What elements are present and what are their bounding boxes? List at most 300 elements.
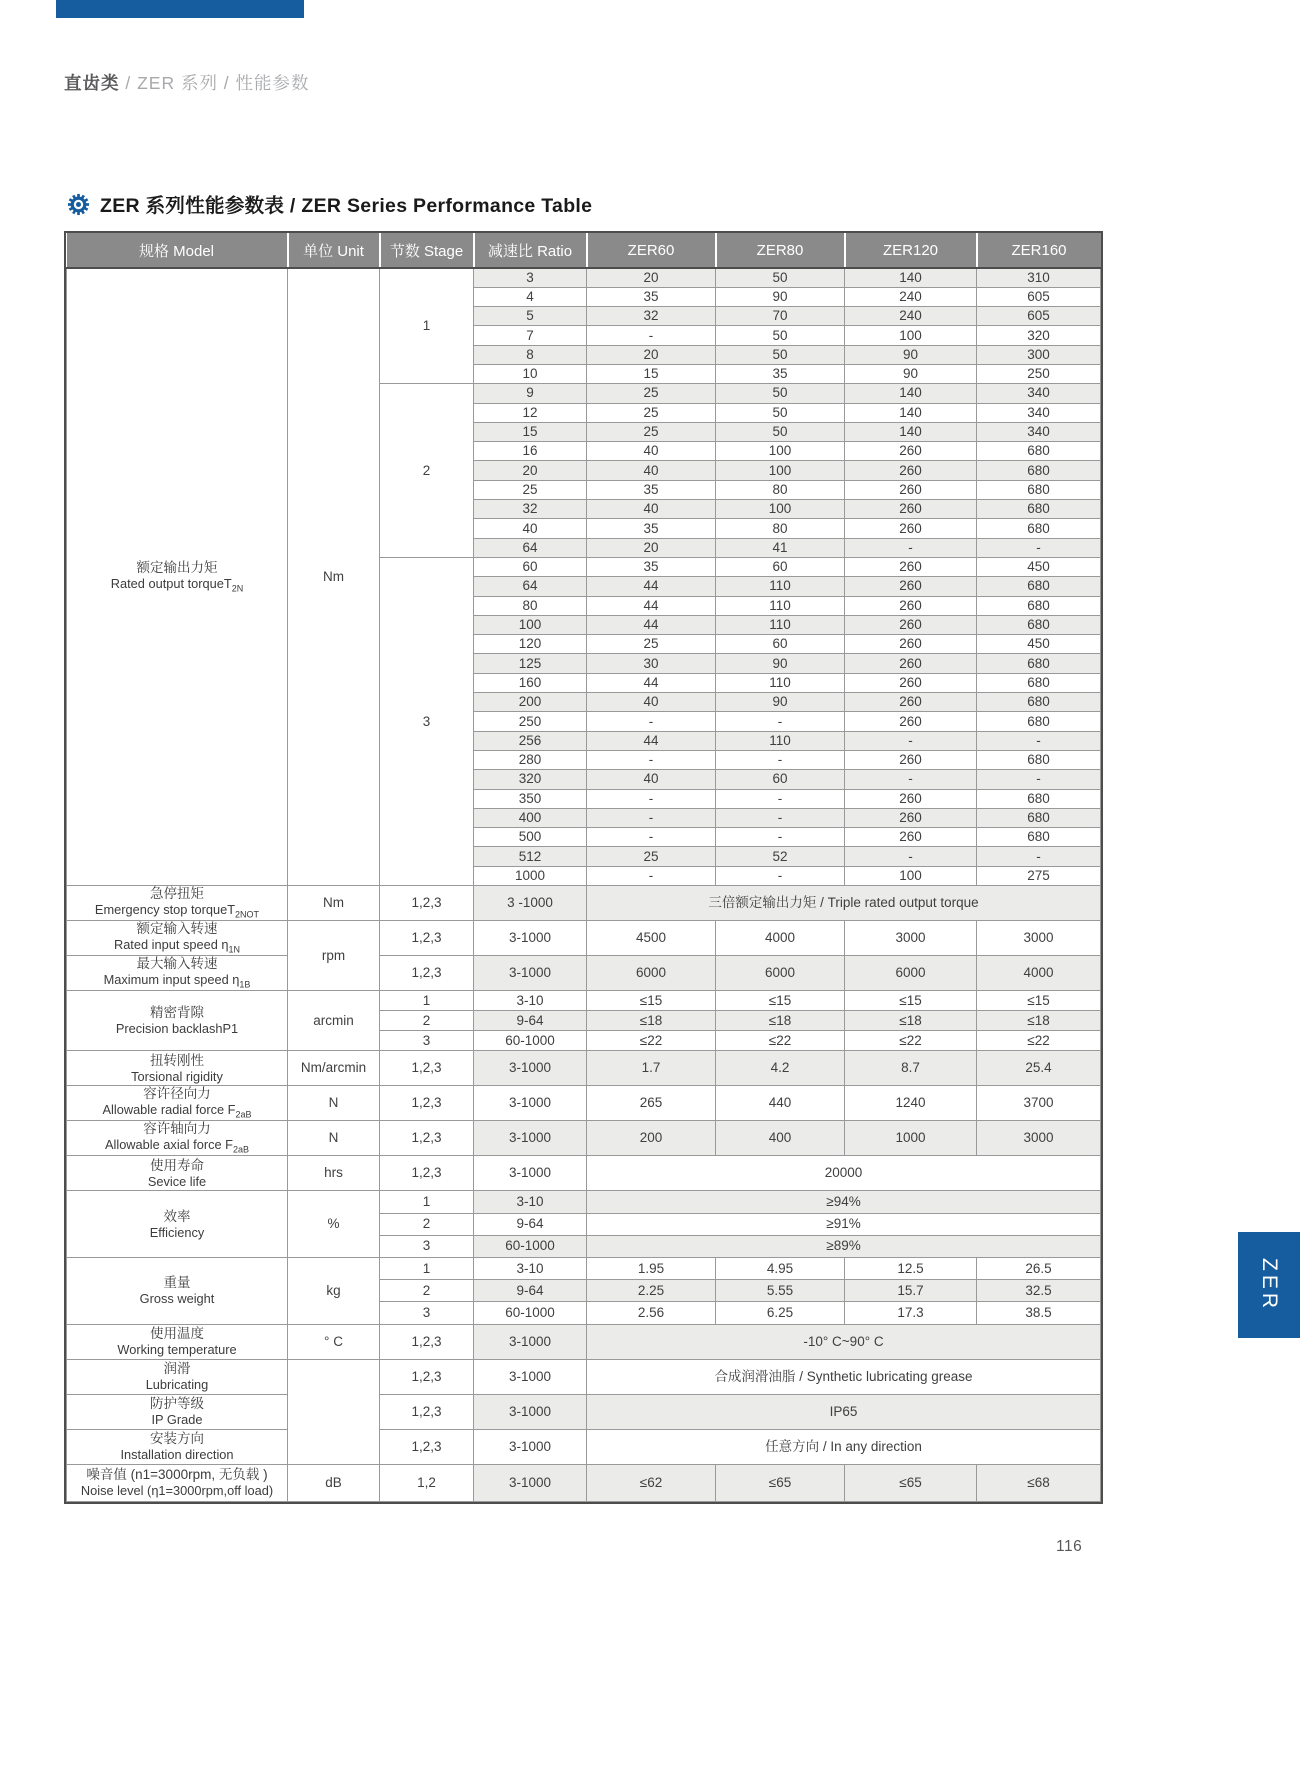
unit-cell [288, 1359, 380, 1464]
ratio-cell: 3 -1000 [474, 886, 587, 921]
gear-icon [67, 193, 90, 216]
column-header: ZER80 [716, 233, 845, 268]
value-cell: - [587, 789, 716, 808]
column-header: 规格 Model [67, 233, 288, 268]
ratio-cell: 3-1000 [474, 1394, 587, 1429]
value-cell: 680 [977, 750, 1101, 769]
top-accent-bar [56, 0, 304, 18]
value-cell: 340 [977, 384, 1101, 403]
param-label: 容许径向力 Allowable radial force $F_{2aB}$ [67, 1086, 288, 1121]
value-cell: 320 [977, 326, 1101, 345]
stage-cell: 1 [380, 268, 474, 384]
value-cell: 250 [977, 364, 1101, 383]
ratio-cell: 9-64 [474, 1011, 587, 1031]
param-label: 噪音值 (n1=3000rpm, 无负载 ) Noise level (η1=3000rpm,off load) [67, 1464, 288, 1501]
value-cell: 680 [977, 461, 1101, 480]
value-cell: 32 [587, 307, 716, 326]
value-cell: 8.7 [845, 1051, 977, 1086]
section-header [67, 190, 592, 218]
ratio-cell: 3-1000 [474, 956, 587, 991]
ratio-cell: 3-1000 [474, 921, 587, 956]
value-cell: 265 [587, 1086, 716, 1121]
value-cell: 1240 [845, 1086, 977, 1121]
value-cell: 50 [716, 268, 845, 287]
value-cell: - [716, 712, 845, 731]
zer-side-tab-label: ZER [1258, 1258, 1281, 1312]
merged-value-cell: 合成润滑油脂 / Synthetic lubricating grease [587, 1359, 1101, 1394]
value-cell: 25.4 [977, 1051, 1101, 1086]
ratio-cell: 350 [474, 789, 587, 808]
value-cell: 680 [977, 673, 1101, 692]
value-cell: 100 [716, 500, 845, 519]
ratio-cell: 1000 [474, 866, 587, 885]
value-cell: 60 [716, 770, 845, 789]
column-header: 节数 Stage [380, 233, 474, 268]
value-cell: 26.5 [977, 1257, 1101, 1279]
merged-value-cell: -10° C~90° C [587, 1324, 1101, 1359]
ratio-cell: 100 [474, 615, 587, 634]
column-header: ZER160 [977, 233, 1101, 268]
stage-cell: 1,2,3 [380, 1359, 474, 1394]
value-cell: 32.5 [977, 1280, 1101, 1302]
value-cell: 110 [716, 731, 845, 750]
value-cell: 340 [977, 422, 1101, 441]
ratio-cell: 7 [474, 326, 587, 345]
ratio-cell: 3-1000 [474, 1051, 587, 1086]
value-cell: 1.95 [587, 1257, 716, 1279]
value-cell: - [587, 712, 716, 731]
value-cell: 100 [845, 866, 977, 885]
value-cell: 4000 [977, 956, 1101, 991]
ratio-cell: 3-1000 [474, 1359, 587, 1394]
value-cell: 40 [587, 693, 716, 712]
value-cell: 50 [716, 326, 845, 345]
column-header: 单位 Unit [288, 233, 380, 268]
value-cell: 260 [845, 519, 977, 538]
ratio-cell: 15 [474, 422, 587, 441]
ratio-cell: 125 [474, 654, 587, 673]
ratio-cell: 256 [474, 731, 587, 750]
stage-cell: 1,2,3 [380, 956, 474, 991]
param-label: 额定输入转速 Rated input speed $\eta_{1N}$ [67, 921, 288, 956]
value-cell: 260 [845, 577, 977, 596]
value-cell: 3000 [977, 1121, 1101, 1156]
param-label: 容许轴向力 Allowable axial force $F_{2aB}$ [67, 1121, 288, 1156]
ratio-cell: 64 [474, 538, 587, 557]
stage-cell: 3 [380, 1031, 474, 1051]
value-cell: ≤22 [716, 1031, 845, 1051]
ratio-cell: 3-1000 [474, 1429, 587, 1464]
ratio-cell: 10 [474, 364, 587, 383]
ratio-cell: 3-10 [474, 1257, 587, 1279]
value-cell: - [587, 808, 716, 827]
stage-cell: 2 [380, 384, 474, 558]
value-cell: 260 [845, 615, 977, 634]
ratio-cell: 3 [474, 268, 587, 287]
value-cell: 260 [845, 789, 977, 808]
value-cell: 20 [587, 268, 716, 287]
stage-cell: 3 [380, 557, 474, 885]
value-cell: 260 [845, 808, 977, 827]
value-cell: - [587, 326, 716, 345]
stage-cell: 1,2,3 [380, 1156, 474, 1191]
param-label: 使用寿命 Sevice life [67, 1156, 288, 1191]
unit-cell: Nm/arcmin [288, 1051, 380, 1086]
value-cell: - [587, 750, 716, 769]
value-cell: 25 [587, 847, 716, 866]
ratio-cell: 80 [474, 596, 587, 615]
value-cell: - [587, 866, 716, 885]
value-cell: ≤22 [845, 1031, 977, 1051]
ratio-cell: 4 [474, 287, 587, 306]
value-cell: 110 [716, 615, 845, 634]
value-cell: 450 [977, 635, 1101, 654]
value-cell: - [716, 828, 845, 847]
column-header: ZER120 [845, 233, 977, 268]
value-cell: - [845, 770, 977, 789]
value-cell: 3700 [977, 1086, 1101, 1121]
param-label: 额定输出力矩 Rated output torqueT$_{2N}$ [67, 268, 288, 886]
value-cell: 260 [845, 480, 977, 499]
stage-cell: 1,2 [380, 1464, 474, 1501]
value-cell: 680 [977, 480, 1101, 499]
value-cell: 3000 [845, 921, 977, 956]
param-label: 使用温度 Working temperature [67, 1324, 288, 1359]
value-cell: 40 [587, 461, 716, 480]
value-cell: 4500 [587, 921, 716, 956]
stage-cell: 3 [380, 1235, 474, 1257]
value-cell: 20 [587, 538, 716, 557]
unit-cell: N [288, 1086, 380, 1121]
value-cell: - [977, 538, 1101, 557]
value-cell: 1.7 [587, 1051, 716, 1086]
value-cell: 240 [845, 307, 977, 326]
value-cell: 6000 [845, 956, 977, 991]
value-cell: 275 [977, 866, 1101, 885]
value-cell: 110 [716, 596, 845, 615]
value-cell: 20 [587, 345, 716, 364]
ratio-cell: 320 [474, 770, 587, 789]
value-cell: - [845, 538, 977, 557]
zer-side-tab [1238, 1232, 1300, 1338]
value-cell: 50 [716, 422, 845, 441]
ratio-cell: 9 [474, 384, 587, 403]
value-cell: 25 [587, 422, 716, 441]
param-label: 最大输入转速 Maximum input speed $\eta_{1B}$ [67, 956, 288, 991]
merged-value-cell: ≥94% [587, 1191, 1101, 1213]
value-cell: 35 [716, 364, 845, 383]
param-label: 精密背隙 Precision backlashP1 [67, 991, 288, 1051]
value-cell: 5.55 [716, 1280, 845, 1302]
ratio-cell: 9-64 [474, 1280, 587, 1302]
value-cell: 70 [716, 307, 845, 326]
value-cell: - [845, 731, 977, 750]
value-cell: 100 [845, 326, 977, 345]
value-cell: 110 [716, 673, 845, 692]
ratio-cell: 8 [474, 345, 587, 364]
value-cell: 680 [977, 712, 1101, 731]
stage-cell: 1,2,3 [380, 1086, 474, 1121]
value-cell: 25 [587, 635, 716, 654]
value-cell: - [977, 847, 1101, 866]
stage-cell: 1 [380, 991, 474, 1011]
value-cell: ≤18 [845, 1011, 977, 1031]
value-cell: 140 [845, 403, 977, 422]
ratio-cell: 60 [474, 557, 587, 576]
unit-cell: dB [288, 1464, 380, 1501]
stage-cell: 1,2,3 [380, 1429, 474, 1464]
ratio-cell: 16 [474, 442, 587, 461]
param-label: 防护等级 IP Grade [67, 1394, 288, 1429]
merged-value-cell: IP65 [587, 1394, 1101, 1429]
value-cell: - [716, 750, 845, 769]
breadcrumb-trail: / ZER 系列 / 性能参数 [119, 73, 310, 93]
ratio-cell: 64 [474, 577, 587, 596]
value-cell: - [716, 866, 845, 885]
value-cell: 680 [977, 828, 1101, 847]
value-cell: 680 [977, 808, 1101, 827]
value-cell: 680 [977, 789, 1101, 808]
value-cell: ≤65 [716, 1464, 845, 1501]
performance-table-frame [64, 231, 1103, 1504]
ratio-cell: 120 [474, 635, 587, 654]
value-cell: 450 [977, 557, 1101, 576]
value-cell: 30 [587, 654, 716, 673]
value-cell: 605 [977, 287, 1101, 306]
value-cell: 340 [977, 403, 1101, 422]
merged-value-cell: ≥91% [587, 1213, 1101, 1235]
value-cell: 260 [845, 557, 977, 576]
value-cell: - [977, 770, 1101, 789]
value-cell: ≤65 [845, 1464, 977, 1501]
value-cell: 680 [977, 519, 1101, 538]
stage-cell: 2 [380, 1213, 474, 1235]
value-cell: - [977, 731, 1101, 750]
value-cell: 6.25 [716, 1302, 845, 1324]
value-cell: 260 [845, 442, 977, 461]
value-cell: 60 [716, 557, 845, 576]
param-label: 急停扭矩 Emergency stop torqueT$_{2NOT}$ [67, 886, 288, 921]
param-label: 效率 Efficiency [67, 1191, 288, 1258]
unit-cell: Nm [288, 886, 380, 921]
value-cell: ≤22 [977, 1031, 1101, 1051]
unit-cell: ° C [288, 1324, 380, 1359]
value-cell: 6000 [587, 956, 716, 991]
value-cell: - [587, 828, 716, 847]
value-cell: - [716, 808, 845, 827]
stage-cell: 1,2,3 [380, 921, 474, 956]
value-cell: 50 [716, 345, 845, 364]
value-cell: 2.56 [587, 1302, 716, 1324]
value-cell: 90 [716, 287, 845, 306]
stage-cell: 1,2,3 [380, 886, 474, 921]
value-cell: 260 [845, 654, 977, 673]
value-cell: 140 [845, 268, 977, 287]
merged-value-cell: 任意方向 / In any direction [587, 1429, 1101, 1464]
stage-cell: 1,2,3 [380, 1051, 474, 1086]
value-cell: ≤15 [977, 991, 1101, 1011]
value-cell: 200 [587, 1121, 716, 1156]
value-cell: 240 [845, 287, 977, 306]
value-cell: 2.25 [587, 1280, 716, 1302]
value-cell: 400 [716, 1121, 845, 1156]
value-cell: 260 [845, 693, 977, 712]
stage-cell: 1,2,3 [380, 1121, 474, 1156]
ratio-cell: 12 [474, 403, 587, 422]
value-cell: 100 [716, 461, 845, 480]
stage-cell: 2 [380, 1280, 474, 1302]
ratio-cell: 400 [474, 808, 587, 827]
value-cell: ≤18 [587, 1011, 716, 1031]
ratio-cell: 200 [474, 693, 587, 712]
value-cell: ≤62 [587, 1464, 716, 1501]
ratio-cell: 40 [474, 519, 587, 538]
value-cell: ≤18 [716, 1011, 845, 1031]
value-cell: ≤15 [845, 991, 977, 1011]
value-cell: 41 [716, 538, 845, 557]
ratio-cell: 3-10 [474, 991, 587, 1011]
performance-table [66, 233, 1101, 1502]
ratio-cell: 3-1000 [474, 1156, 587, 1191]
value-cell: - [716, 789, 845, 808]
value-cell: 260 [845, 500, 977, 519]
value-cell: 35 [587, 287, 716, 306]
value-cell: 260 [845, 750, 977, 769]
value-cell: 44 [587, 577, 716, 596]
breadcrumb [64, 70, 310, 95]
value-cell: 35 [587, 480, 716, 499]
value-cell: 680 [977, 500, 1101, 519]
merged-value-cell: ≥89% [587, 1235, 1101, 1257]
ratio-cell: 512 [474, 847, 587, 866]
value-cell: 310 [977, 268, 1101, 287]
value-cell: 44 [587, 615, 716, 634]
unit-cell: rpm [288, 921, 380, 991]
value-cell: 680 [977, 577, 1101, 596]
value-cell: 6000 [716, 956, 845, 991]
value-cell: 35 [587, 519, 716, 538]
value-cell: 100 [716, 442, 845, 461]
unit-cell: Nm [288, 268, 380, 886]
ratio-cell: 25 [474, 480, 587, 499]
value-cell: 680 [977, 693, 1101, 712]
value-cell: 15.7 [845, 1280, 977, 1302]
value-cell: 80 [716, 519, 845, 538]
value-cell: 680 [977, 654, 1101, 673]
value-cell: 440 [716, 1086, 845, 1121]
stage-cell: 1 [380, 1257, 474, 1279]
param-label: 润滑 Lubricating [67, 1359, 288, 1394]
ratio-cell: 250 [474, 712, 587, 731]
column-header: ZER60 [587, 233, 716, 268]
value-cell: 38.5 [977, 1302, 1101, 1324]
param-label: 安装方向 Installation direction [67, 1429, 288, 1464]
value-cell: ≤18 [977, 1011, 1101, 1031]
ratio-cell: 3-1000 [474, 1086, 587, 1121]
value-cell: 90 [716, 693, 845, 712]
value-cell: 90 [845, 345, 977, 364]
param-label: 重量 Gross weight [67, 1257, 288, 1324]
value-cell: 35 [587, 557, 716, 576]
unit-cell: arcmin [288, 991, 380, 1051]
value-cell: ≤15 [716, 991, 845, 1011]
value-cell: 17.3 [845, 1302, 977, 1324]
value-cell: 50 [716, 384, 845, 403]
value-cell: 25 [587, 384, 716, 403]
value-cell: 260 [845, 828, 977, 847]
value-cell: 40 [587, 770, 716, 789]
value-cell: 25 [587, 403, 716, 422]
value-cell: 44 [587, 596, 716, 615]
ratio-cell: 3-1000 [474, 1121, 587, 1156]
value-cell: 140 [845, 422, 977, 441]
ratio-cell: 60-1000 [474, 1235, 587, 1257]
merged-value-cell: 20000 [587, 1156, 1101, 1191]
ratio-cell: 20 [474, 461, 587, 480]
ratio-cell: 500 [474, 828, 587, 847]
ratio-cell: 5 [474, 307, 587, 326]
value-cell: 680 [977, 596, 1101, 615]
ratio-cell: 32 [474, 500, 587, 519]
value-cell: 50 [716, 403, 845, 422]
value-cell: 4000 [716, 921, 845, 956]
ratio-cell: 3-10 [474, 1191, 587, 1213]
value-cell: ≤15 [587, 991, 716, 1011]
value-cell: 260 [845, 712, 977, 731]
value-cell: 1000 [845, 1121, 977, 1156]
ratio-cell: 60-1000 [474, 1302, 587, 1324]
value-cell: 12.5 [845, 1257, 977, 1279]
column-header: 减速比 Ratio [474, 233, 587, 268]
unit-cell: kg [288, 1257, 380, 1324]
page-number: 116 [1056, 1538, 1083, 1555]
ratio-cell: 3-1000 [474, 1464, 587, 1501]
value-cell: 260 [845, 673, 977, 692]
value-cell: 260 [845, 461, 977, 480]
stage-cell: 2 [380, 1011, 474, 1031]
value-cell: 4.2 [716, 1051, 845, 1086]
stage-cell: 1,2,3 [380, 1394, 474, 1429]
value-cell: 60 [716, 635, 845, 654]
value-cell: 110 [716, 577, 845, 596]
ratio-cell: 280 [474, 750, 587, 769]
stage-cell: 3 [380, 1302, 474, 1324]
value-cell: ≤68 [977, 1464, 1101, 1501]
value-cell: 90 [716, 654, 845, 673]
unit-cell: hrs [288, 1156, 380, 1191]
value-cell: 680 [977, 442, 1101, 461]
value-cell: 40 [587, 500, 716, 519]
unit-cell: % [288, 1191, 380, 1258]
value-cell: 260 [845, 596, 977, 615]
unit-cell: N [288, 1121, 380, 1156]
ratio-cell: 160 [474, 673, 587, 692]
value-cell: ≤22 [587, 1031, 716, 1051]
value-cell: 40 [587, 442, 716, 461]
ratio-cell: 3-1000 [474, 1324, 587, 1359]
breadcrumb-category: 直齿类 [64, 73, 120, 93]
value-cell: 605 [977, 307, 1101, 326]
value-cell: 80 [716, 480, 845, 499]
value-cell: 4.95 [716, 1257, 845, 1279]
value-cell: 44 [587, 731, 716, 750]
value-cell: 3000 [977, 921, 1101, 956]
ratio-cell: 9-64 [474, 1213, 587, 1235]
value-cell: 300 [977, 345, 1101, 364]
section-title: ZER 系列性能参数表 / ZER Series Performance Table [100, 195, 593, 217]
stage-cell: 1,2,3 [380, 1324, 474, 1359]
param-label: 扭转刚性 Torsional rigidity [67, 1051, 288, 1086]
